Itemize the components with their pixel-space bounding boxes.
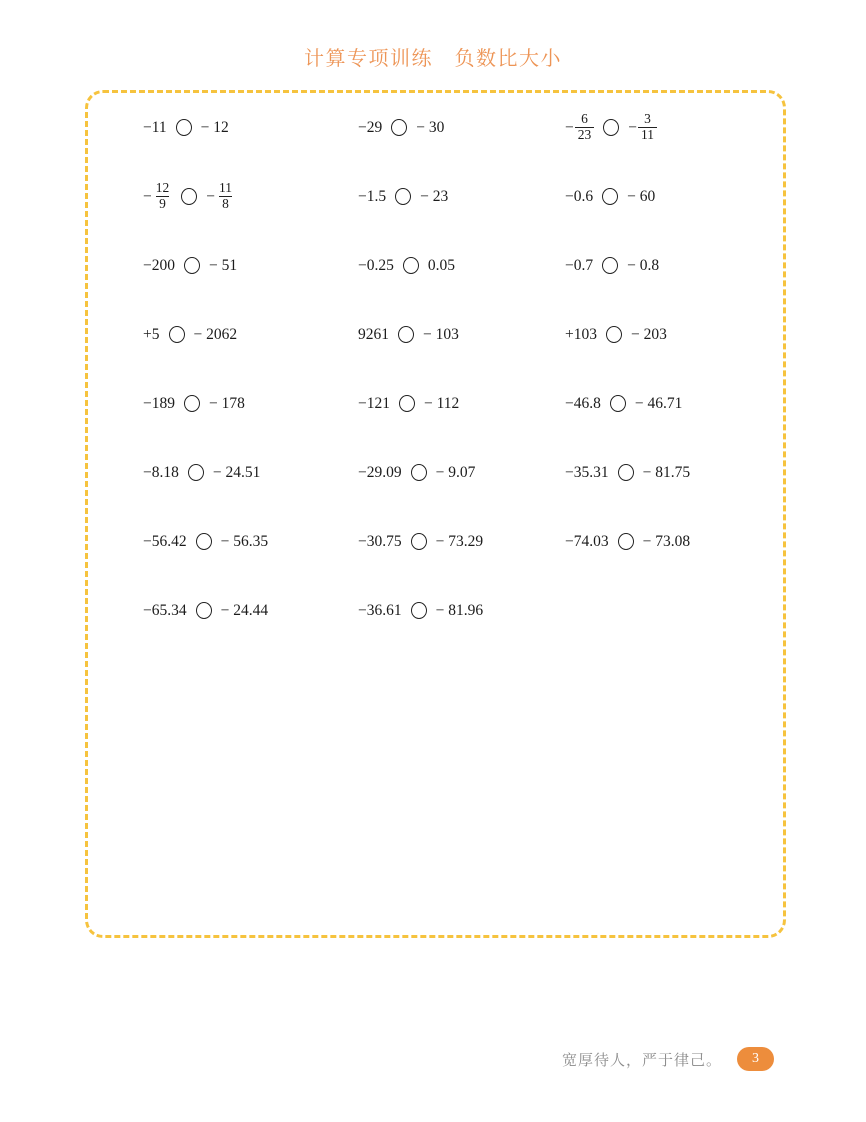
fraction-sign: − (206, 187, 215, 205)
comparison-circle[interactable] (184, 257, 200, 274)
comparison-circle[interactable] (403, 257, 419, 274)
right-value: − 73.08 (642, 532, 691, 550)
right-value: − 81.75 (642, 463, 691, 481)
comparison-circle[interactable] (184, 395, 200, 412)
fraction-sign: − (628, 118, 637, 136)
comparison-circle[interactable] (169, 326, 185, 343)
right-value: − 30 (416, 118, 445, 136)
left-value: −56.42 (143, 532, 187, 550)
right-value (206, 181, 235, 212)
right-value: − 2062 (193, 325, 238, 343)
problem-cell (358, 395, 565, 413)
comparison-circle[interactable] (618, 464, 634, 481)
right-value: − 24.44 (220, 601, 269, 619)
problems-grid (88, 93, 783, 645)
left-value: −35.31 (565, 463, 609, 481)
problem-row (143, 93, 783, 162)
right-value: − 0.8 (627, 256, 660, 274)
right-value: − 46.71 (634, 394, 683, 412)
left-value (565, 112, 594, 143)
problem-row (143, 231, 783, 300)
problem-cell (143, 602, 358, 620)
problem-cell (143, 326, 358, 344)
fraction (575, 112, 595, 143)
fraction-sign: − (143, 187, 152, 205)
page-title: 计算专项训练 负数比大小 (304, 48, 562, 70)
right-value: − 60 (627, 187, 656, 205)
right-value: − 23 (420, 187, 449, 205)
problem-cell (565, 326, 783, 344)
right-value: − 12 (200, 118, 229, 136)
problem-cell (143, 181, 358, 212)
problem-cell (565, 533, 783, 551)
comparison-circle[interactable] (602, 188, 618, 205)
comparison-circle[interactable] (399, 395, 415, 412)
problem-cell (143, 119, 358, 137)
left-value: −8.18 (143, 463, 179, 481)
problem-row (143, 369, 783, 438)
left-value: +103 (565, 325, 597, 343)
left-value: −0.7 (565, 256, 594, 274)
footer (562, 1047, 774, 1071)
fraction (216, 181, 235, 212)
left-value (143, 181, 172, 212)
fraction-numerator: 11 (219, 180, 232, 196)
left-value: −121 (358, 394, 390, 412)
right-value: − 51 (209, 256, 238, 274)
comparison-circle[interactable] (411, 602, 427, 619)
fraction-numerator: 3 (644, 111, 651, 127)
left-value: −200 (143, 256, 175, 274)
problem-cell (565, 188, 783, 206)
comparison-circle[interactable] (181, 188, 197, 205)
right-value: − 81.96 (435, 601, 484, 619)
fraction-denominator: 9 (156, 196, 169, 212)
problem-row (143, 576, 783, 645)
comparison-circle[interactable] (411, 533, 427, 550)
fraction-sign: − (565, 118, 574, 136)
left-value: −36.61 (358, 601, 402, 619)
comparison-circle[interactable] (610, 395, 626, 412)
fraction-denominator: 11 (638, 127, 657, 143)
fraction-numerator: 6 (581, 111, 588, 127)
comparison-circle[interactable] (176, 119, 192, 136)
problem-cell (565, 112, 783, 143)
right-value: − 178 (209, 394, 245, 412)
left-value: 9261 (358, 325, 389, 343)
comparison-circle[interactable] (603, 119, 619, 136)
comparison-circle[interactable] (398, 326, 414, 343)
left-value: −189 (143, 394, 175, 412)
fraction (153, 181, 173, 212)
left-value: −1.5 (358, 187, 387, 205)
footer-motto: 宽厚待人，严于律己。 (561, 1052, 722, 1069)
left-value: −0.25 (358, 256, 394, 274)
problem-cell (358, 533, 565, 551)
problem-cell (143, 395, 358, 413)
comparison-circle[interactable] (196, 602, 212, 619)
left-value: −11 (143, 118, 167, 136)
comparison-circle[interactable] (602, 257, 618, 274)
comparison-circle[interactable] (411, 464, 427, 481)
problem-cell (565, 395, 783, 413)
left-value: −0.6 (565, 187, 594, 205)
right-value: − 9.07 (435, 463, 476, 481)
problem-cell (358, 257, 565, 275)
problems-box (85, 90, 786, 938)
problem-cell (565, 464, 783, 482)
problem-cell (358, 326, 565, 344)
right-value: − 56.35 (220, 532, 269, 550)
right-value: − 203 (631, 325, 667, 343)
right-value: − 112 (424, 394, 460, 412)
problem-cell (143, 533, 358, 551)
left-value: −29.09 (358, 463, 402, 481)
right-value: 0.05 (427, 256, 455, 274)
comparison-circle[interactable] (188, 464, 204, 481)
problem-row (143, 300, 783, 369)
left-value: −74.03 (565, 532, 609, 550)
right-value: − 103 (423, 325, 459, 343)
left-value: −46.8 (565, 394, 601, 412)
right-value (628, 112, 657, 143)
problem-cell (565, 257, 783, 275)
problem-cell (358, 464, 565, 482)
left-value: +5 (143, 325, 160, 343)
problem-cell (358, 602, 565, 620)
comparison-circle[interactable] (391, 119, 407, 136)
comparison-circle[interactable] (618, 533, 634, 550)
fraction-denominator: 8 (219, 196, 232, 212)
right-value: − 73.29 (435, 532, 484, 550)
problem-cell (358, 188, 565, 206)
problem-cell (143, 464, 358, 482)
page-number-badge: 3 (737, 1047, 774, 1071)
comparison-circle[interactable] (196, 533, 212, 550)
left-value: −29 (358, 118, 383, 136)
left-value: −65.34 (143, 601, 187, 619)
comparison-circle[interactable] (606, 326, 622, 343)
right-value: − 24.51 (212, 463, 261, 481)
problem-row (143, 162, 783, 231)
left-value: −30.75 (358, 532, 402, 550)
comparison-circle[interactable] (395, 188, 411, 205)
problem-cell (358, 119, 565, 137)
problem-row (143, 507, 783, 576)
problem-row (143, 438, 783, 507)
fraction-denominator: 23 (575, 127, 595, 143)
fraction (638, 112, 657, 143)
fraction-numerator: 12 (155, 180, 170, 196)
problem-cell (143, 257, 358, 275)
